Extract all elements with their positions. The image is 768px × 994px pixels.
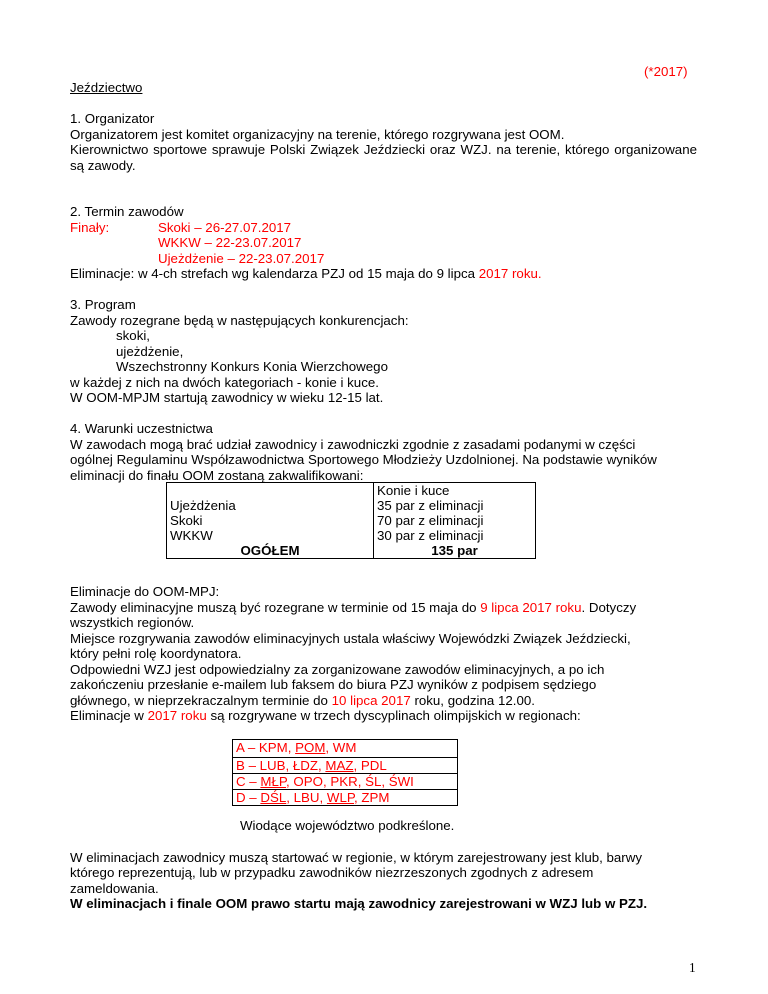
- final-wkkw: WKKW – 22-23.07.2017: [158, 235, 302, 250]
- s3-line-categories: w każdej z nich na dwóch kategoriach - konie i kuce.: [70, 375, 379, 390]
- document-title: Jeździectwo: [70, 80, 143, 95]
- elim-line6: zakończeniu przesłanie e-mailem lub faksem do biura PZJ wyników z podpisem sędziego: [70, 677, 597, 692]
- quota-value: 70 par z eliminacji: [374, 513, 536, 528]
- elim-heading: Eliminacje do OOM-MPJ:: [70, 584, 220, 599]
- s3-intro: Zawody rozegrane będą w następujących konkurencjach:: [70, 313, 409, 328]
- regions-note: Wiodące województwo podkreślone.: [240, 818, 455, 833]
- elim-line5: Odpowiedni WZJ jest odpowiedzialny za zorganizowane zawodów eliminacyjnych, a po ich: [70, 662, 605, 677]
- elim-line1: Zawody eliminacyjne muszą być rozegrane w terminie od 15 maja do 9 lipca 2017 roku. Dotyczy: [70, 600, 637, 615]
- s1-para2: Kierownictwo sportowe sprawuje Polski Związek Jeździecki oraz WZJ. na terenie, którego organizowane są zawody.: [70, 142, 697, 173]
- finals-label: Finały:: [70, 220, 110, 235]
- region-row: A – KPM, POM, WM: [233, 740, 458, 758]
- quota-total-label: OGÓŁEM: [167, 543, 374, 559]
- elim-line4: który pełni rolę koordynatora.: [70, 646, 242, 661]
- elim-line7: głównego, w nieprzekraczalnym terminie do 10 lipca 2017 roku, godzina 12.00.: [70, 693, 535, 708]
- final-line1: W eliminacjach zawodnicy muszą startować w regionie, w którym zarejestrowany jest klub, barwy: [70, 850, 642, 865]
- s4-line2: ogólnej Regulaminu Współzawodnictwa Sportowego Młodzieży Uzdolnionej. Na podstawie wyników: [70, 452, 657, 467]
- program-item-skoki: skoki,: [116, 328, 150, 343]
- quota-row: [167, 483, 536, 499]
- quota-row: [167, 513, 536, 528]
- final-line3: zameldowania.: [70, 881, 159, 896]
- quota-row: [167, 528, 536, 543]
- quota-table: [166, 482, 536, 559]
- region-row: C – MŁP, OPO, PKR, ŚL, ŚWI: [233, 774, 458, 790]
- elim-line8: Eliminacje w 2017 roku są rozgrywane w trzech dyscyplinach olimpijskich w regionach:: [70, 708, 581, 723]
- elim-line2: wszystkich regionów.: [70, 615, 195, 630]
- elim-schedule: Eliminacje: w 4-ch strefach wg kalendarza PZJ od 15 maja do 9 lipca 2017 roku.: [70, 266, 542, 281]
- program-item-wkkw: Wszechstronny Konkurs Konia Wierzchowego: [116, 359, 388, 374]
- region-row: B – LUB, ŁDZ, MAZ, PDL: [233, 758, 458, 774]
- s1-line1: Organizatorem jest komitet organizacyjny na terenie, którego rozgrywana jest OOM.: [70, 127, 565, 142]
- region-leading-underline: WLP: [326, 790, 355, 805]
- s4-heading: 4. Warunki uczestnictwa: [70, 421, 213, 436]
- quota-header: Konie i kuce: [374, 483, 536, 499]
- region-row: D – DŚL, LBU, WLP, ZPM: [233, 790, 458, 806]
- final-bold-line: W eliminacjach i finale OOM prawo startu mają zawodnicy zarejestrowani w WZJ lub w PZJ.: [70, 896, 648, 911]
- quota-value: 35 par z eliminacji: [374, 498, 536, 513]
- s2-heading: 2. Termin zawodów: [70, 204, 184, 219]
- quota-value: 30 par z eliminacji: [374, 528, 536, 543]
- quota-total-value: 135 par: [374, 543, 536, 559]
- quota-label: WKKW: [167, 528, 374, 543]
- year-tag: (*2017): [644, 64, 688, 79]
- page-number: 1: [689, 960, 696, 975]
- final-line2: którego reprezentują, lub w przypadku zawodników niezrzeszonych zgodnych z adresem: [70, 865, 594, 880]
- quota-label: Ujeżdżenia: [167, 498, 374, 513]
- s4-line1: W zawodach mogą brać udział zawodnicy i zawodniczki zgodnie z zasadami podanymi w części: [70, 437, 636, 452]
- final-ujezdzenie: Ujeżdżenie – 22-23.07.2017: [158, 251, 325, 266]
- s3-line-age: W OOM-MPJM startują zawodnicy w wieku 12-15 lat.: [70, 390, 384, 405]
- quota-row: [167, 498, 536, 513]
- quota-label: Skoki: [167, 513, 374, 528]
- s4-line3: eliminacji do finału OOM zostaną zakwalifikowani:: [70, 468, 364, 483]
- final-skoki: Skoki – 26-27.07.2017: [158, 220, 292, 235]
- s1-heading: 1. Organizator: [70, 111, 155, 126]
- program-item-ujezdzenie: ujeżdżenie,: [116, 344, 184, 359]
- elim-line3: Miejsce rozgrywania zawodów eliminacyjnych ustala właściwy Wojewódzki Związek Jeździecki,: [70, 631, 631, 646]
- s3-heading: 3. Program: [70, 297, 136, 312]
- regions-table: [232, 739, 458, 806]
- quota-row-total: [167, 543, 536, 559]
